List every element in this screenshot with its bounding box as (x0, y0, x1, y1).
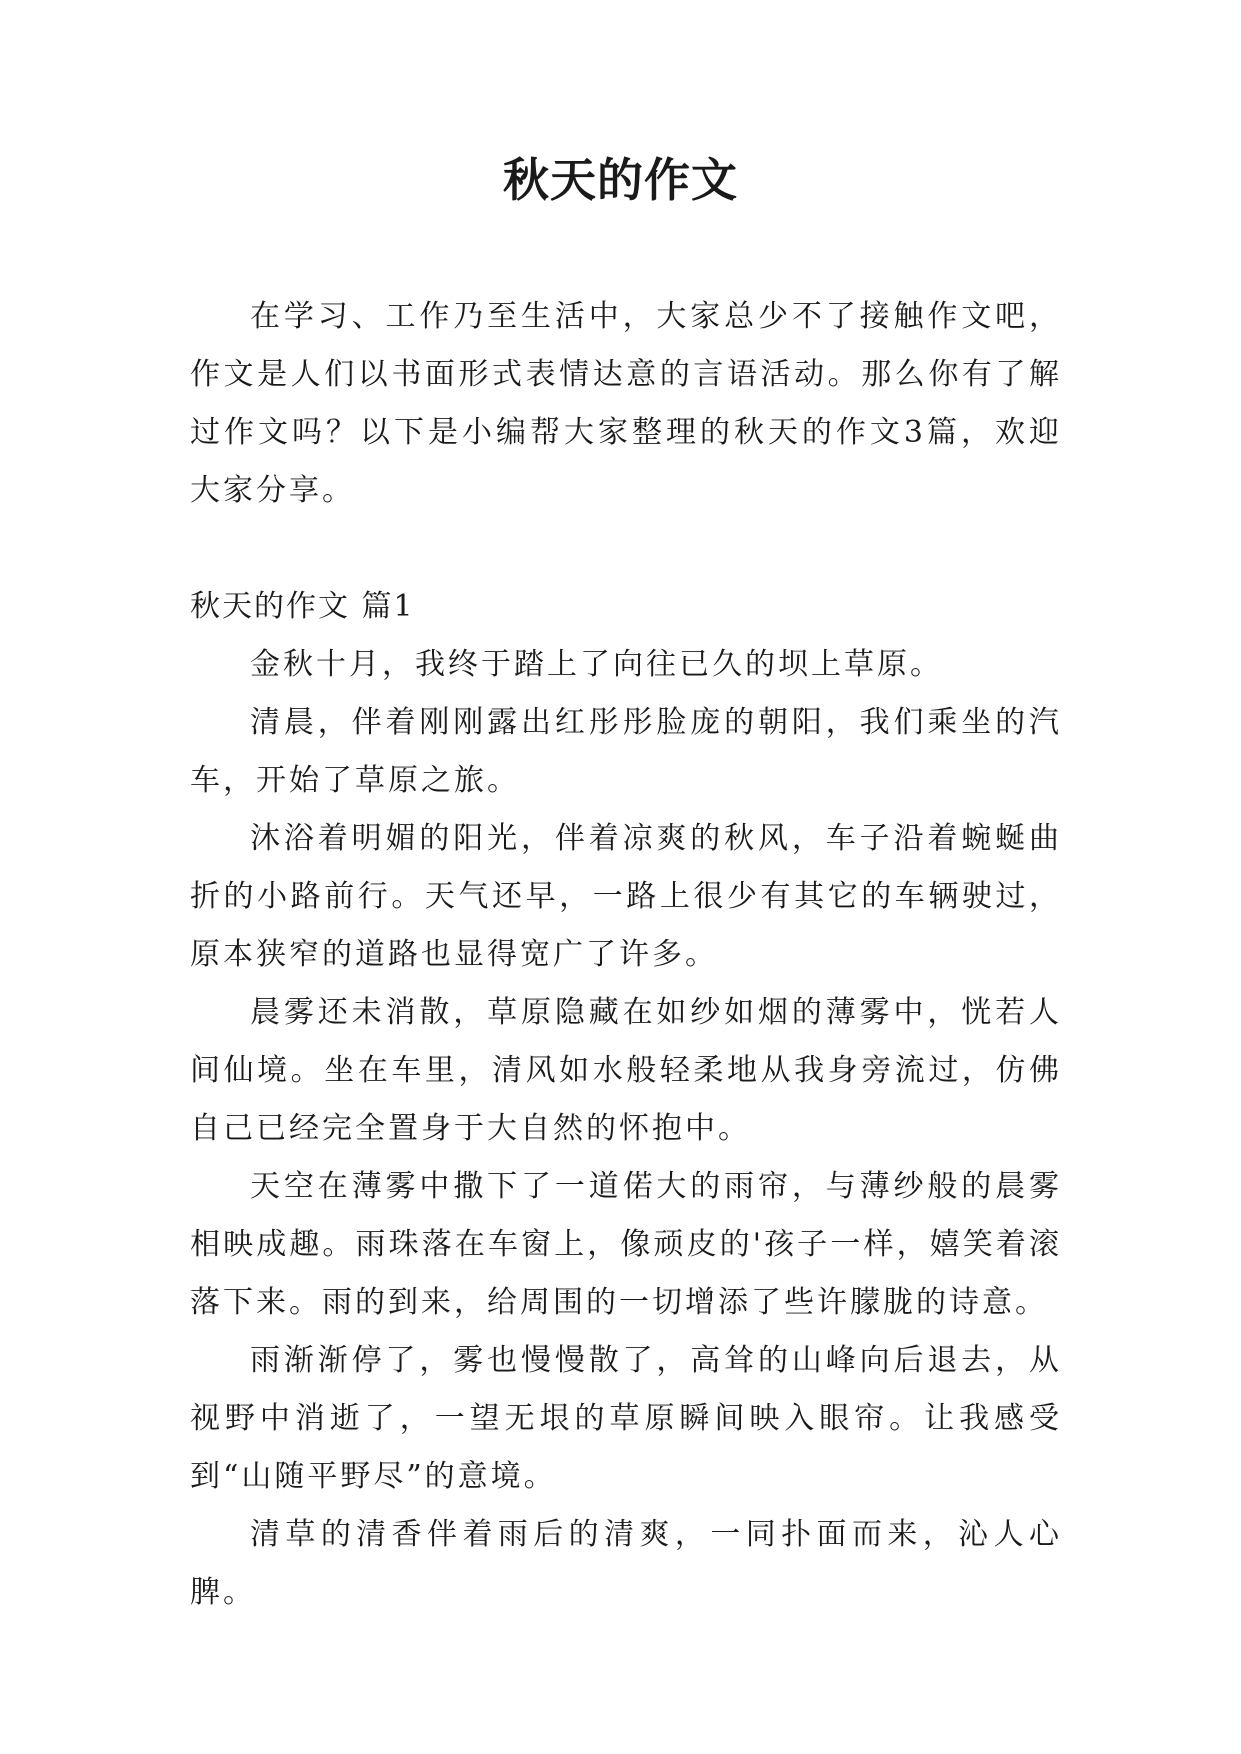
body-paragraph: 金秋十月，我终于踏上了向往已久的坝上草原。 (250, 647, 943, 682)
intro-paragraph: 在学习、工作乃至生活中，大家总少不了接触作文吧，作文是人们以书面形式表情达意的言语活动。那么你有了解过作文吗？以下是小编帮大家整理的秋天的作文3篇，欢迎大家分享。 (190, 299, 1062, 508)
body-paragraph: 雨渐渐停了，雾也慢慢散了，高耸的山峰向后退去，从视野中消逝了，一望无垠的草原瞬间映入眼帘。让我感受到“山随平野尽”的意境。 (190, 1343, 1062, 1494)
document-title: 秋天的作文 (503, 153, 738, 207)
body-paragraph: 沐浴着明媚的阳光，伴着凉爽的秋风，车子沿着蜿蜒曲折的小路前行。天气还早，一路上很少有其它的车辆驶过，原本狭窄的道路也显得宽广了许多。 (190, 821, 1062, 972)
body-paragraph: 清草的清香伴着雨后的清爽，一同扑面而来，沁人心脾。 (190, 1517, 1062, 1610)
section-heading: 秋天的作文 篇1 (190, 589, 415, 624)
body-paragraph: 天空在薄雾中撒下了一道偌大的雨帘，与薄纱般的晨雾相映成趣。雨珠落在车窗上，像顽皮的'孩子一样，嬉笑着滚落下来。雨的到来，给周围的一切增添了些许朦胧的诗意。 (190, 1169, 1062, 1320)
body-paragraph: 清晨，伴着刚刚露出红彤彤脸庞的朝阳，我们乘坐的汽车，开始了草原之旅。 (190, 705, 1062, 798)
document-body (190, 288, 1062, 1622)
body-paragraph: 晨雾还未消散，草原隐藏在如纱如烟的薄雾中，恍若人间仙境。坐在车里，清风如水般轻柔地从我身旁流过，仿佛自己已经完全置身于大自然的怀抱中。 (190, 995, 1062, 1146)
